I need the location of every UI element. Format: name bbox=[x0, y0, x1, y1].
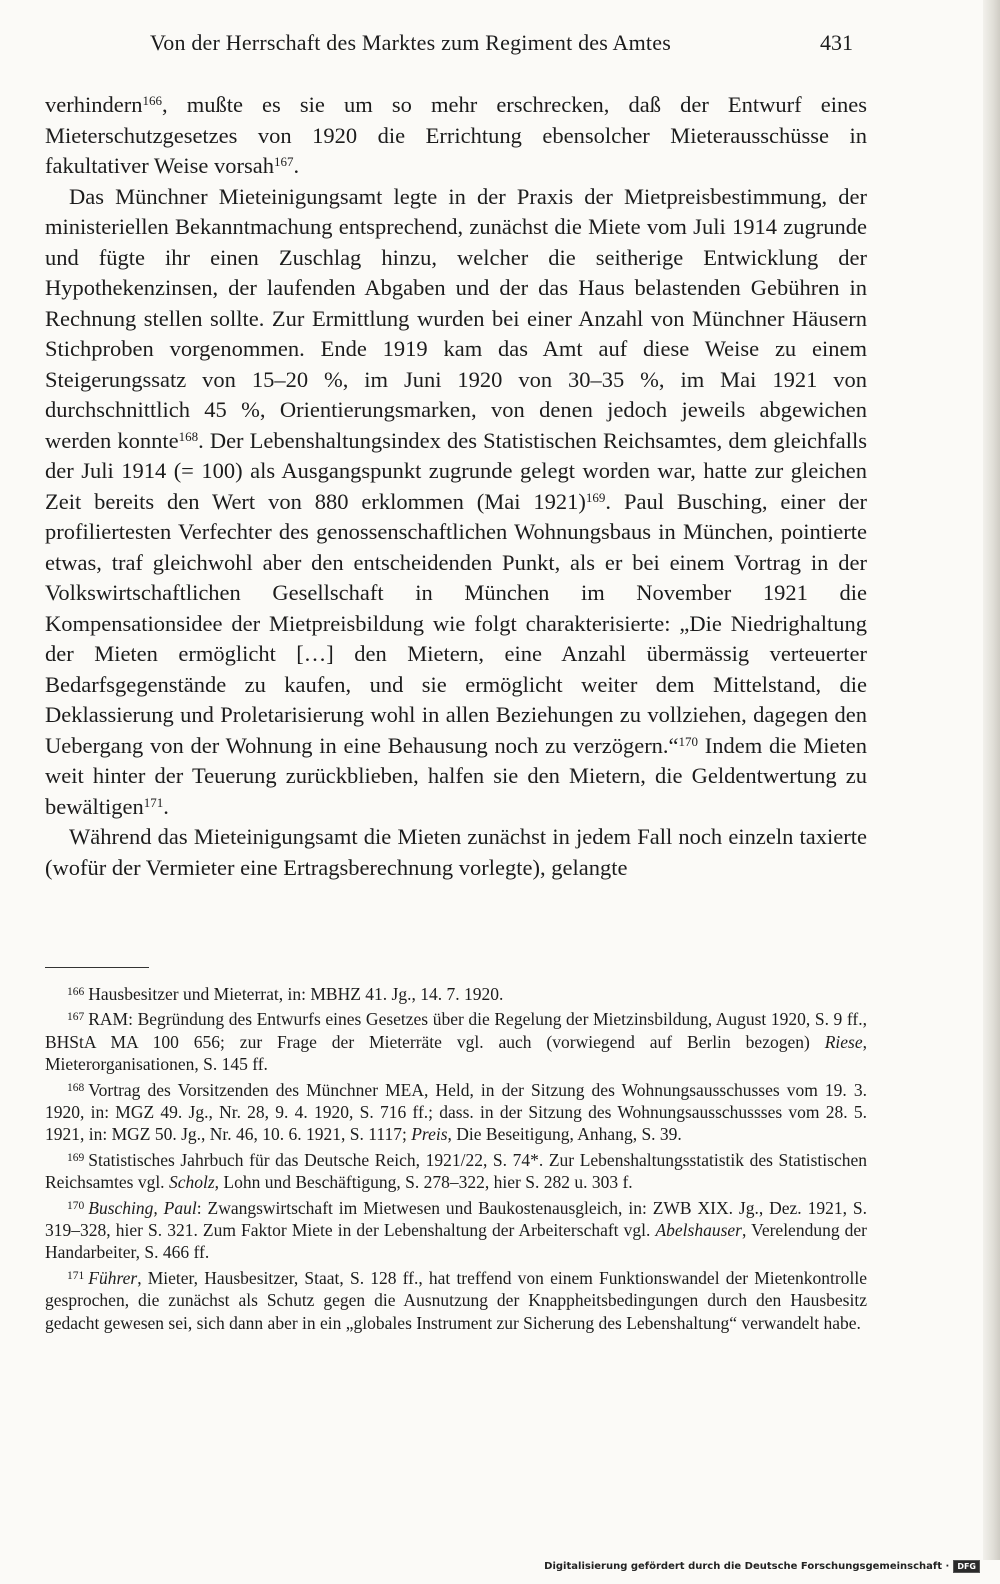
text-run: , Mieter, Hausbesitzer, Staat, S. 128 ff., hat treffend von einem Funktionswandel der Mietenkontrolle gesprochen, die zunächst als Schutz gegen die Ausnutzung der Knappheitsbedingungen durch den Hausbesitz gedacht gewesen sei, sich dann aber in ein „globales Instrument zur Sicherung des Lebenshaltung“ verwandelt habe. bbox=[45, 1267, 867, 1333]
dfg-logo: DFG bbox=[953, 1560, 980, 1573]
text-run: Hausbesitzer und Mieterrat, in: MBHZ 41. Jg., 14. 7. 1920. bbox=[88, 984, 504, 1004]
footnote-number: 171 bbox=[67, 1269, 85, 1282]
page-edge-shadow bbox=[983, 0, 1000, 1560]
cited-author: Abelshauser bbox=[655, 1220, 742, 1241]
digitization-credit bbox=[544, 1560, 980, 1573]
cited-author: Scholz bbox=[168, 1172, 215, 1193]
footnote bbox=[45, 1008, 867, 1075]
footnote-reference: 171 bbox=[143, 794, 164, 810]
footnote-number: 170 bbox=[67, 1199, 85, 1212]
paragraph bbox=[45, 182, 867, 823]
text-run: , Die Beseitigung, Anhang, S. 39. bbox=[447, 1124, 682, 1145]
text-run: , Mieterorganisationen, S. 145 ff. bbox=[45, 1031, 867, 1075]
text-run: . Paul Busching, einer der profiliertesten Verfechter des genossenschaftlichen Wohnungsbaus in München, pointierte etwas, traf gleichwohl aber den entscheidenden Punkt, als er bei einem Vortrag in der Volkswirtschaftlichen Gesellschaft in München im November 1921 die Kompensationsidee der Mietpreisbildung wie folgt charakterisierte: „Die Niedrighaltung der Mieten ermöglicht […] den Mietern, eine Anzahl übermässig verteuerter Bedarfsgegenstände zu kaufen, und sie ermöglicht weiter dem Mittelstand, die Deklassierung und Proletarisierung wohl in allen Beziehungen zu vollziehen, dagegen den Uebergang von der Wohnung in eine Behausung noch zu verzögern.“ bbox=[45, 488, 868, 758]
footnote-number: 166 bbox=[67, 986, 85, 998]
paragraph bbox=[45, 822, 867, 883]
paragraph bbox=[45, 90, 867, 182]
text-run: , Lohn und Beschäftigung, S. 278–322, hier S. 282 u. 303 f. bbox=[214, 1172, 633, 1193]
text-run: Das Münchner Mieteinigungsamt legte in der Praxis der Mietpreisbestimmung, der ministeriellen Bekanntmachung entsprechend, zunächst die Miete vom Juli 1914 zugrunde und fügte ihr einen Zuschlag hinzu, welcher die seitherige Entwicklung der Hypothekenzinsen, der laufenden Abgaben und der das Haus belastenden Gebühren in Rechnung stellen sollte. Zur Ermittlung wurden bei einer Anzahl von Münchner Häusern Stichproben vorgenommen. Ende 1919 kam das Amt auf diese Weise zu einem Steigerungssatz von 15–20 %, im Juni 1920 von 30–35 %, im Mai 1921 von durchschnittlich 45 %, Orientierungsmarken, von denen jedoch jeweils abgewichen werden konnte bbox=[45, 183, 867, 453]
text-run: , mußte es sie um so mehr erschrecken, daß der Entwurf eines Mieterschutzgesetzes von 1920 die Errichtung ebensolcher Mieterausschüsse in fakultativer Weise vorsah bbox=[45, 92, 867, 178]
text-run: Während das Mieteinigungsamt die Mieten zunächst in jedem Fall noch einzeln taxierte (wofür der Vermieter eine Ertragsberechnung vorlegte), gelangte bbox=[45, 824, 867, 880]
page-number: 431 bbox=[820, 30, 853, 55]
text-run: , Verelendung der Handarbeiter, S. 466 ff. bbox=[45, 1220, 868, 1263]
footnote-reference: 168 bbox=[178, 428, 199, 444]
text-run: . bbox=[293, 153, 300, 178]
footnotes bbox=[45, 983, 867, 1337]
cited-author: Busching, Paul bbox=[88, 1197, 197, 1218]
footnote-number: 167 bbox=[67, 1011, 85, 1024]
cited-author: Führer bbox=[88, 1267, 138, 1288]
footnote-number: 168 bbox=[67, 1081, 85, 1094]
footnote bbox=[45, 1149, 867, 1194]
text-run: verhindern bbox=[45, 92, 143, 117]
footnote bbox=[45, 1267, 867, 1334]
footnote-reference: 170 bbox=[678, 733, 699, 749]
text-run: : Zwangswirtschaft im Mietwesen und Baukostenausgleich, in: ZWB XIX. Jg., Dez. 1921, S. 319–328, hier S. 321. Zum Faktor Miete in der Lebenshaltung der Arbeiterschaft vgl. bbox=[45, 1197, 868, 1241]
text-run: . bbox=[163, 793, 169, 819]
text-run: . Der Lebenshaltungsindex des Statistischen Reichsamtes, dem gleichfalls der Juli 1914 (= 100) als Ausgangspunkt zugrunde gelegt worden war, hatte zur gleichen Zeit bereits den Wert von 880 erklommen (Mai 1921) bbox=[45, 427, 868, 514]
text-run: Vortrag des Vorsitzenden des Münchner MEA, Held, in der Sitzung des Wohnungsausschusses vom 19. 3. 1920, in: MGZ 49. Jg., Nr. 28, 9. 4. 1920, S. 716 ff.; dass. in der Sitzung des Wohnungsausschussses vom 28. 5. 1921, in: MGZ 50. Jg., Nr. 46, 10. 6. 1921, S. 1117; bbox=[45, 1079, 867, 1145]
cited-author: Preis bbox=[411, 1124, 448, 1145]
running-head: Von der Herrschaft des Marktes zum Regiment des Amtes bbox=[150, 30, 671, 55]
footnote bbox=[45, 1197, 867, 1264]
footnote-reference: 169 bbox=[585, 489, 606, 505]
footnote bbox=[45, 983, 867, 1005]
footnote-reference: 166 bbox=[142, 93, 162, 108]
footnote-reference: 167 bbox=[273, 154, 294, 169]
text-run: Statistisches Jahrbuch für das Deutsche Reich, 1921/22, S. 74*. Zur Lebenshaltungsstatistik des Statistischen Reichsamtes vgl. bbox=[45, 1149, 867, 1193]
cited-author: Riese bbox=[824, 1031, 863, 1052]
text-run: Indem die Mieten weit hinter der Teuerung zurückblieben, halfen sie den Mietern, die Geldentwertung zu bewältigen bbox=[45, 732, 867, 819]
footnote-number: 169 bbox=[67, 1151, 85, 1164]
footnote-rule bbox=[45, 967, 149, 968]
footnote bbox=[45, 1079, 867, 1146]
body-text bbox=[45, 90, 867, 883]
text-run: RAM: Begründung des Entwurfs eines Gesetzes über die Regelung der Mietzinsbildung, August 1920, S. 9 ff., BHStA MA 100 656; zur Frage der Mieterräte vgl. auch (vorwiegend auf Berlin bezogen) bbox=[45, 1009, 867, 1052]
credit-text: Digitalisierung gefördert durch die Deutsche Forschungsgemeinschaft · bbox=[544, 1561, 950, 1572]
